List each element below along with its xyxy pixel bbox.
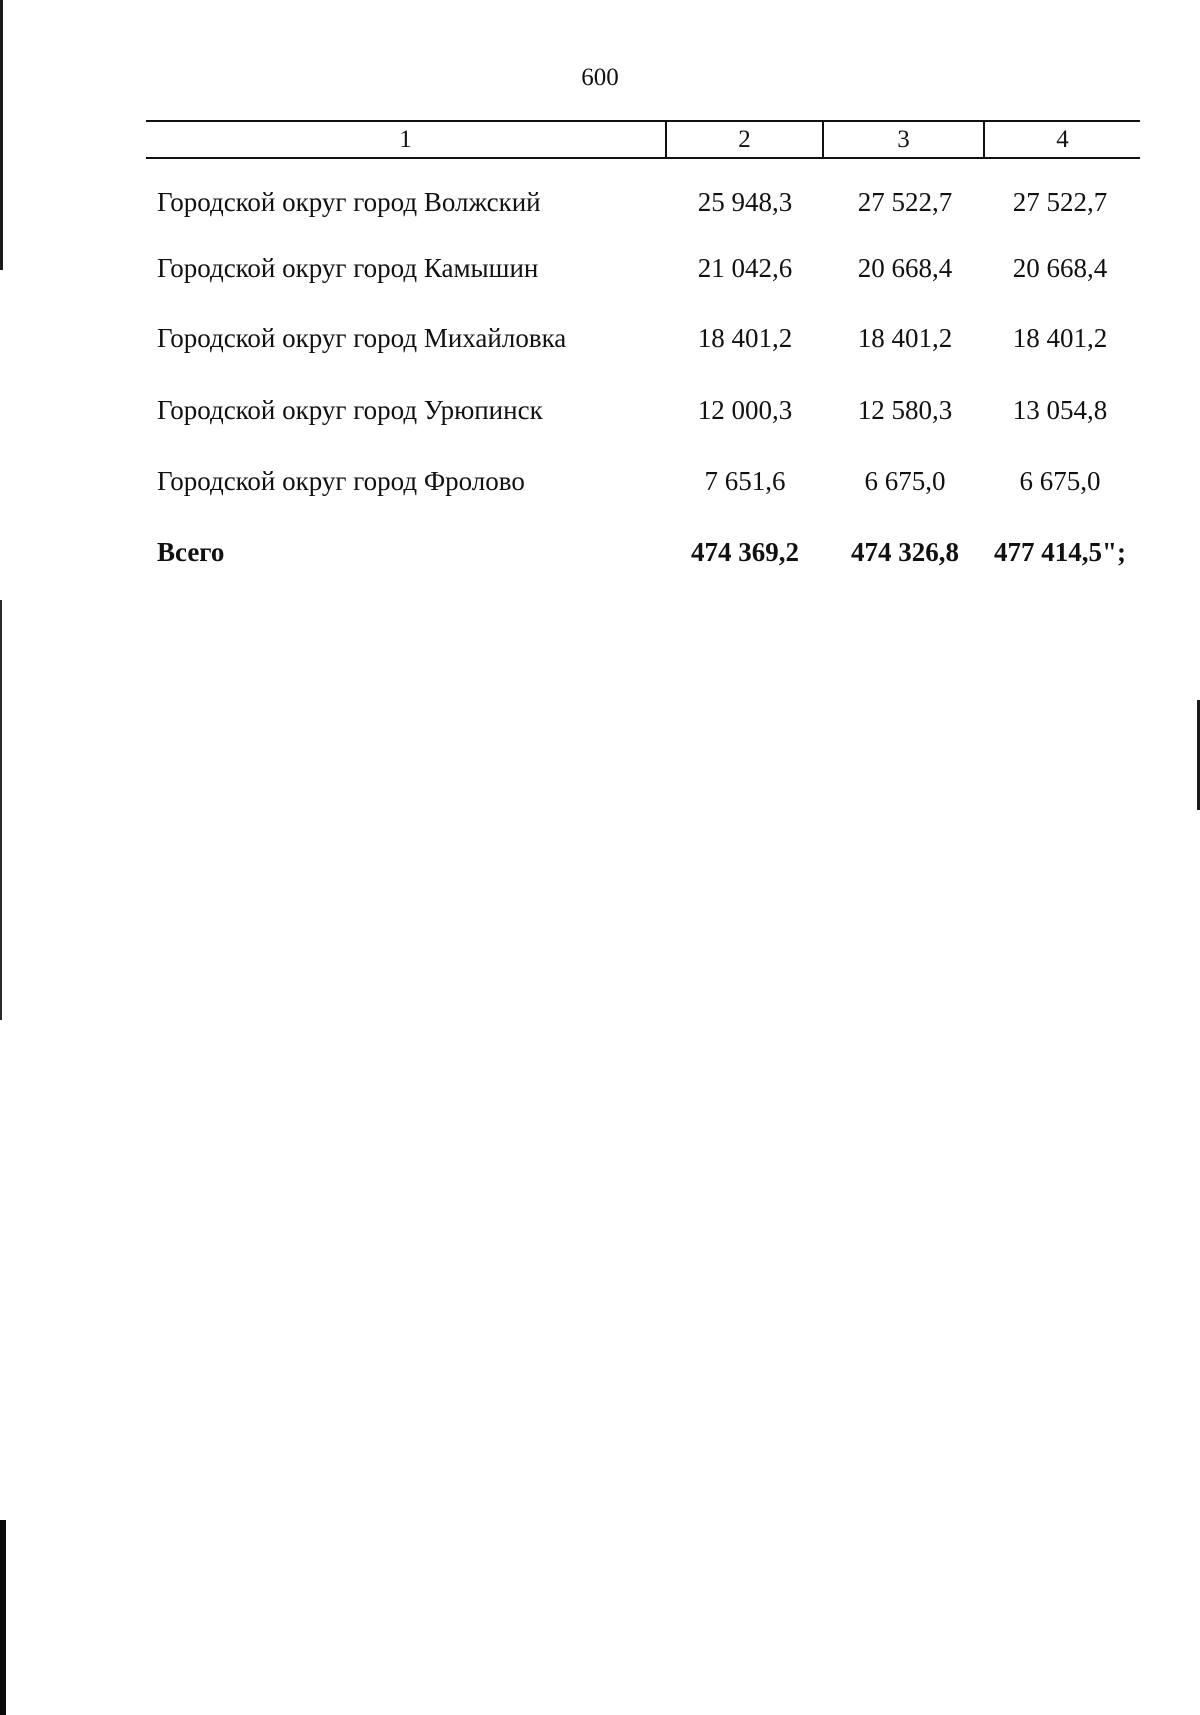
row-value-col4: 27 522,7 [1012, 187, 1108, 217]
row-value-col3: 18 401,2 [857, 323, 953, 353]
scan-edge [0, 600, 2, 1020]
table-header-bottom-rule [146, 157, 1140, 159]
scan-edge [0, 0, 3, 270]
row-name: Городской округ город Фролово [157, 466, 525, 496]
page-number: 600 [581, 64, 619, 91]
column-header-3: 3 [897, 126, 910, 153]
row-name: Городской округ город Камышин [157, 253, 539, 283]
row-value-col4: 20 668,4 [1012, 253, 1108, 283]
table-row [0, 318, 1200, 358]
scan-edge [0, 1520, 6, 1715]
table-header-top-rule [146, 120, 1140, 122]
column-header-1: 1 [399, 126, 412, 153]
row-value-col2: 18 401,2 [697, 323, 793, 353]
row-value-col3: 6 675,0 [864, 466, 946, 496]
total-value-col4: 477 414,5"; [994, 537, 1126, 567]
row-value-col2: 25 948,3 [697, 187, 793, 217]
table-total-row [0, 532, 1200, 572]
row-value-col4: 6 675,0 [1019, 466, 1101, 496]
row-name: Городской округ город Волжский [157, 187, 541, 217]
table-row [0, 461, 1200, 501]
row-value-col2: 12 000,3 [697, 395, 793, 425]
total-value-col2: 474 369,2 [691, 537, 799, 567]
row-value-col2: 21 042,6 [697, 253, 793, 283]
row-value-col3: 20 668,4 [857, 253, 953, 283]
row-name: Городской округ город Михайловка [157, 323, 567, 353]
row-value-col3: 27 522,7 [857, 187, 953, 217]
table-row [0, 390, 1200, 430]
table-row [0, 248, 1200, 288]
table-row [0, 182, 1200, 222]
row-value-col2: 7 651,6 [704, 466, 786, 496]
total-label: Всего [157, 537, 225, 567]
column-header-4: 4 [1056, 126, 1069, 153]
row-value-col4: 13 054,8 [1012, 395, 1108, 425]
total-value-col3: 474 326,8 [851, 537, 959, 567]
row-value-col3: 12 580,3 [857, 395, 953, 425]
row-name: Городской округ город Урюпинск [157, 395, 543, 425]
row-value-col4: 18 401,2 [1012, 323, 1108, 353]
column-header-2: 2 [738, 126, 751, 153]
